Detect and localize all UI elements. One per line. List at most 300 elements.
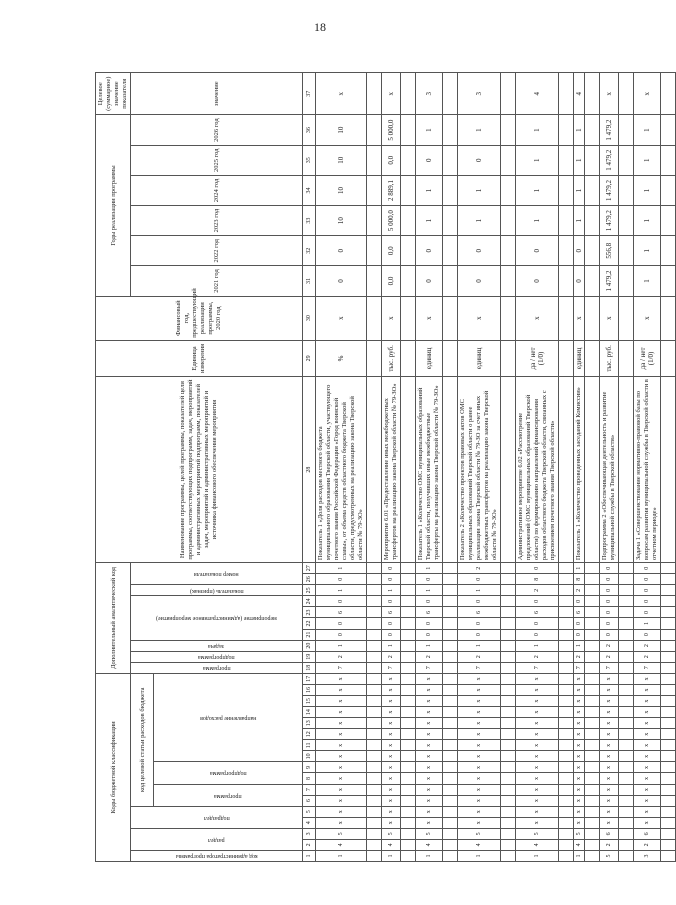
row-base-year-value: х: [516, 296, 559, 340]
column-number: 37: [303, 73, 316, 115]
blank-cell: [585, 729, 600, 740]
code-cell: х: [634, 729, 661, 740]
blank-cell: [401, 773, 416, 784]
code-cell: 1: [574, 850, 585, 861]
blank-cell: [559, 817, 574, 828]
code-cell: 0: [382, 596, 401, 607]
column-number: 12: [303, 729, 316, 740]
row-base-year-value: х: [634, 296, 661, 340]
code-cell: х: [316, 751, 367, 762]
section-header: раздел: [208, 836, 225, 843]
code-cell: х: [416, 707, 443, 718]
code-cell: х: [574, 685, 585, 696]
blank-cell: [661, 145, 676, 175]
blank-cell: [443, 596, 458, 607]
blank-cell: [585, 850, 600, 861]
blank-cell: [585, 673, 600, 684]
analytic-program-header: программа: [202, 665, 231, 672]
code-cell: 0: [316, 629, 367, 640]
blank-cell: [559, 828, 574, 839]
blank-cell: [619, 266, 634, 296]
code-cell: 0: [634, 596, 661, 607]
blank-cell: [401, 206, 416, 236]
code-cell: 5: [316, 828, 367, 839]
blank-cell: [559, 377, 574, 563]
blank-cell: [501, 266, 516, 296]
code-cell: 0: [458, 629, 501, 640]
code-cell: 7: [458, 662, 501, 673]
direction-code-header: направление расходов: [199, 715, 257, 722]
table-row: [634, 73, 661, 862]
column-number: 34: [303, 175, 316, 205]
code-cell: х: [516, 773, 559, 784]
column-number: 7: [303, 784, 316, 795]
blank-cell: [443, 651, 458, 662]
code-cell: х: [600, 751, 619, 762]
code-cell: х: [516, 718, 559, 729]
blank-cell: [501, 206, 516, 236]
blank-cell: [585, 696, 600, 707]
blank-cell: [401, 795, 416, 806]
blank-cell: [443, 563, 458, 574]
blank-cell: [661, 839, 676, 850]
column-number: 27: [303, 563, 316, 574]
blank-cell: [367, 607, 382, 618]
blank-cell: [559, 607, 574, 618]
code-cell: х: [382, 784, 401, 795]
blank-cell: [661, 762, 676, 773]
year-value-cell: 556,8: [600, 236, 619, 266]
spacer-row: [619, 73, 634, 862]
base-year-header: Финансовый год, предшествующий реализации программы, 2020 год: [96, 296, 303, 340]
code-cell: х: [316, 762, 367, 773]
blank-cell: [443, 662, 458, 673]
code-cell: х: [600, 718, 619, 729]
code-cell: 7: [516, 662, 559, 673]
code-cell: х: [316, 806, 367, 817]
blank-cell: [661, 773, 676, 784]
code-cell: х: [316, 718, 367, 729]
blank-cell: [401, 266, 416, 296]
blank-cell: [501, 296, 516, 340]
code-cell: х: [600, 685, 619, 696]
blank-cell: [367, 596, 382, 607]
blank-cell: [367, 115, 382, 145]
year-value-cell: 1: [516, 175, 559, 205]
blank-cell: [585, 236, 600, 266]
code-cell: 2: [600, 640, 619, 651]
blank-cell: [619, 806, 634, 817]
blank-cell: [367, 839, 382, 850]
blank-cell: [401, 377, 416, 563]
blank-cell: [401, 828, 416, 839]
code-cell: 1: [316, 850, 367, 861]
code-cell: 0: [316, 618, 367, 629]
code-cell: 0: [458, 574, 501, 585]
code-cell: 1: [382, 850, 401, 861]
code-cell: х: [416, 740, 443, 751]
code-cell: х: [416, 729, 443, 740]
blank-cell: [443, 266, 458, 296]
analytic-event-header: мероприятие (административное мероприятие): [156, 615, 277, 622]
blank-cell: [443, 618, 458, 629]
year-2021-header: 2021 год: [131, 266, 303, 296]
year-value-cell: 1 479,2: [600, 115, 619, 145]
code-cell: х: [382, 762, 401, 773]
code-cell: 1: [416, 850, 443, 861]
blank-cell: [585, 806, 600, 817]
code-cell: 2: [574, 651, 585, 662]
code-cell: х: [634, 751, 661, 762]
blank-cell: [661, 596, 676, 607]
blank-cell: [501, 784, 516, 795]
column-numbers-row: [303, 73, 316, 862]
code-cell: 4: [382, 839, 401, 850]
blank-cell: [367, 795, 382, 806]
code-cell: х: [416, 773, 443, 784]
code-cell: х: [600, 773, 619, 784]
blank-cell: [661, 340, 676, 376]
blank-cell: [661, 751, 676, 762]
year-value-cell: 10: [316, 175, 367, 205]
code-cell: х: [634, 806, 661, 817]
blank-cell: [585, 762, 600, 773]
code-cell: 5: [416, 828, 443, 839]
blank-cell: [443, 673, 458, 684]
blank-cell: [501, 839, 516, 850]
blank-cell: [501, 696, 516, 707]
code-cell: х: [574, 817, 585, 828]
year-2024-header: 2024 год: [131, 175, 303, 205]
code-cell: х: [600, 707, 619, 718]
code-cell: х: [634, 685, 661, 696]
column-number: 24: [303, 596, 316, 607]
blank-cell: [661, 115, 676, 145]
blank-cell: [661, 729, 676, 740]
code-cell: х: [574, 707, 585, 718]
blank-cell: [367, 662, 382, 673]
code-cell: 0: [600, 574, 619, 585]
column-number: 1: [303, 850, 316, 861]
year-2022-header: 2022 год: [131, 236, 303, 266]
blank-cell: [661, 266, 676, 296]
blank-cell: [501, 640, 516, 651]
blank-cell: [501, 740, 516, 751]
blank-cell: [501, 817, 516, 828]
blank-cell: [367, 73, 382, 115]
blank-cell: [401, 563, 416, 574]
code-cell: 1: [458, 640, 501, 651]
code-cell: 2: [458, 563, 501, 574]
code-cell: х: [382, 773, 401, 784]
column-number: 3: [303, 828, 316, 839]
code-cell: 1: [416, 585, 443, 596]
blank-cell: [661, 651, 676, 662]
blank-cell: [619, 817, 634, 828]
code-cell: х: [416, 817, 443, 828]
blank-cell: [619, 696, 634, 707]
code-cell: 1: [458, 585, 501, 596]
blank-cell: [585, 563, 600, 574]
blank-cell: [661, 574, 676, 585]
column-number: 26: [303, 574, 316, 585]
row-unit: тыс. руб.: [382, 340, 401, 376]
blank-cell: [619, 795, 634, 806]
blank-cell: [619, 762, 634, 773]
year-2026-header: 2026 год: [131, 115, 303, 145]
code-cell: 7: [600, 662, 619, 673]
code-cell: х: [634, 784, 661, 795]
year-value-cell: 10: [316, 206, 367, 236]
blank-cell: [443, 806, 458, 817]
blank-cell: [367, 850, 382, 861]
code-cell: 2: [382, 651, 401, 662]
code-cell: 7: [416, 662, 443, 673]
blank-cell: [585, 377, 600, 563]
blank-cell: [401, 729, 416, 740]
blank-cell: [501, 145, 516, 175]
code-cell: 4: [574, 839, 585, 850]
code-cell: 4: [516, 839, 559, 850]
year-value-cell: 0: [416, 266, 443, 296]
blank-cell: [501, 377, 516, 563]
code-cell: 1: [382, 640, 401, 651]
year-2023-header: 2023 год: [131, 206, 303, 236]
blank-cell: [585, 751, 600, 762]
blank-cell: [367, 585, 382, 596]
spacer-row: [401, 73, 416, 862]
blank-cell: [367, 377, 382, 563]
blank-cell: [367, 563, 382, 574]
column-number: 21: [303, 629, 316, 640]
blank-cell: [559, 115, 574, 145]
row-name: Задача 1 «Совершенствование нормативно-правовой базы по вопросам развития муниципальной службы в Тверской области в отчетном периоде»: [634, 377, 661, 563]
row-base-year-value: х: [416, 296, 443, 340]
code-cell: х: [516, 795, 559, 806]
code-cell: 6: [416, 607, 443, 618]
year-value-cell: 1: [416, 206, 443, 236]
code-cell: х: [516, 740, 559, 751]
blank-cell: [443, 828, 458, 839]
blank-cell: [585, 596, 600, 607]
blank-cell: [619, 673, 634, 684]
code-cell: 5: [516, 828, 559, 839]
blank-cell: [367, 696, 382, 707]
year-value-cell: 0: [458, 236, 501, 266]
year-value-cell: 10: [316, 115, 367, 145]
blank-cell: [367, 651, 382, 662]
code-cell: 1: [416, 640, 443, 651]
blank-cell: [443, 696, 458, 707]
blank-cell: [401, 340, 416, 376]
blank-cell: [367, 729, 382, 740]
blank-cell: [443, 236, 458, 266]
blank-cell: [401, 607, 416, 618]
blank-cell: [443, 685, 458, 696]
code-cell: 2: [516, 585, 559, 596]
code-cell: 0: [574, 618, 585, 629]
year-value-cell: 0: [316, 266, 367, 296]
code-cell: 7: [382, 662, 401, 673]
blank-cell: [585, 817, 600, 828]
blank-cell: [661, 685, 676, 696]
blank-cell: [585, 651, 600, 662]
blank-cell: [585, 73, 600, 115]
year-value-cell: 1 479,2: [600, 175, 619, 205]
code-cell: х: [382, 817, 401, 828]
column-number: 25: [303, 585, 316, 596]
row-target-value: 3: [416, 73, 443, 115]
blank-cell: [559, 206, 574, 236]
code-cell: 2: [316, 651, 367, 662]
blank-cell: [661, 607, 676, 618]
code-cell: х: [458, 729, 501, 740]
code-cell: х: [600, 784, 619, 795]
code-cell: 0: [516, 618, 559, 629]
blank-cell: [401, 115, 416, 145]
blank-cell: [443, 839, 458, 850]
code-cell: 4: [416, 839, 443, 850]
blank-cell: [619, 206, 634, 236]
code-cell: х: [458, 795, 501, 806]
code-cell: х: [634, 740, 661, 751]
blank-cell: [501, 563, 516, 574]
blank-cell: [559, 618, 574, 629]
table-row: [458, 73, 501, 862]
code-cell: х: [600, 817, 619, 828]
blank-cell: [661, 795, 676, 806]
code-cell: х: [382, 729, 401, 740]
code-cell: 0: [600, 585, 619, 596]
blank-cell: [401, 718, 416, 729]
blank-cell: [443, 773, 458, 784]
code-cell: х: [574, 673, 585, 684]
subsection-header: подраздел: [203, 814, 230, 821]
blank-cell: [559, 795, 574, 806]
year-value-cell: 1: [458, 175, 501, 205]
code-cell: 6: [574, 607, 585, 618]
blank-cell: [401, 236, 416, 266]
column-number: 28: [303, 377, 316, 563]
year-value-cell: 1: [574, 115, 585, 145]
blank-cell: [443, 795, 458, 806]
row-base-year-value: х: [458, 296, 501, 340]
code-cell: х: [458, 696, 501, 707]
blank-cell: [619, 784, 634, 795]
blank-cell: [443, 115, 458, 145]
year-value-cell: 1: [634, 175, 661, 205]
blank-cell: [401, 640, 416, 651]
code-cell: х: [634, 817, 661, 828]
code-cell: 0: [416, 596, 443, 607]
blank-cell: [559, 839, 574, 850]
code-cell: 0: [600, 629, 619, 640]
spacer-row: [501, 73, 516, 862]
code-cell: 0: [382, 574, 401, 585]
analytic-indicator-number-header: номер показателя: [194, 571, 239, 578]
year-value-cell: 0: [516, 266, 559, 296]
row-base-year-value: х: [600, 296, 619, 340]
blank-cell: [443, 574, 458, 585]
blank-cell: [367, 618, 382, 629]
blank-cell: [501, 806, 516, 817]
code-cell: 5: [382, 828, 401, 839]
row-unit: да / нет (1/0): [634, 340, 661, 376]
years-header: Годы реализации программы: [96, 115, 131, 296]
code-cell: 8: [516, 574, 559, 585]
blank-cell: [585, 839, 600, 850]
code-cell: х: [458, 784, 501, 795]
code-cell: 1: [516, 850, 559, 861]
target-article-header: код целевой статьи расходов бюджета: [131, 673, 154, 806]
blank-cell: [585, 718, 600, 729]
table-row: [416, 73, 443, 862]
blank-cell: [585, 574, 600, 585]
blank-cell: [501, 718, 516, 729]
blank-cell: [401, 850, 416, 861]
code-cell: х: [634, 773, 661, 784]
code-cell: 1: [574, 563, 585, 574]
blank-cell: [619, 340, 634, 376]
blank-cell: [585, 828, 600, 839]
blank-cell: [661, 817, 676, 828]
blank-cell: [619, 729, 634, 740]
year-value-cell: 1 479,2: [600, 206, 619, 236]
code-cell: х: [316, 740, 367, 751]
blank-cell: [443, 377, 458, 563]
name-header: Наименование программы, целей программы, показателей цели программы, соответствующих подпрограмм, задач, мероприятий и административных мероприятий подпрограмм, показателей задач, мероприятий и административных мероприятий и источника финансового обеспечения мероприятия: [96, 377, 303, 563]
column-number: 14: [303, 707, 316, 718]
code-cell: 4: [458, 839, 501, 850]
blank-cell: [401, 740, 416, 751]
program-indicators-table: [95, 72, 676, 862]
code-cell: 5: [574, 828, 585, 839]
column-number: 32: [303, 236, 316, 266]
column-number: 23: [303, 607, 316, 618]
code-cell: х: [416, 751, 443, 762]
blank-cell: [661, 784, 676, 795]
blank-cell: [661, 377, 676, 563]
blank-cell: [367, 685, 382, 696]
code-cell: 7: [574, 662, 585, 673]
code-cell: 6: [382, 607, 401, 618]
blank-cell: [585, 175, 600, 205]
analytic-task-header: задача: [208, 643, 225, 650]
blank-cell: [559, 718, 574, 729]
blank-cell: [559, 729, 574, 740]
row-target-value: х: [382, 73, 401, 115]
blank-cell: [401, 707, 416, 718]
code-cell: 0: [516, 596, 559, 607]
code-cell: 0: [458, 618, 501, 629]
code-cell: х: [458, 751, 501, 762]
blank-cell: [661, 206, 676, 236]
code-cell: х: [458, 673, 501, 684]
row-unit: единиц: [416, 340, 443, 376]
year-value-cell: 0: [516, 236, 559, 266]
row-base-year-value: х: [316, 296, 367, 340]
blank-cell: [501, 707, 516, 718]
year-2025-header: 2025 год: [131, 145, 303, 175]
blank-cell: [559, 340, 574, 376]
year-value-cell: 0: [574, 236, 585, 266]
code-cell: 0: [600, 596, 619, 607]
page-number: 18: [314, 20, 326, 34]
table-row: [516, 73, 559, 862]
code-cell: х: [574, 784, 585, 795]
code-cell: х: [382, 696, 401, 707]
blank-cell: [559, 175, 574, 205]
